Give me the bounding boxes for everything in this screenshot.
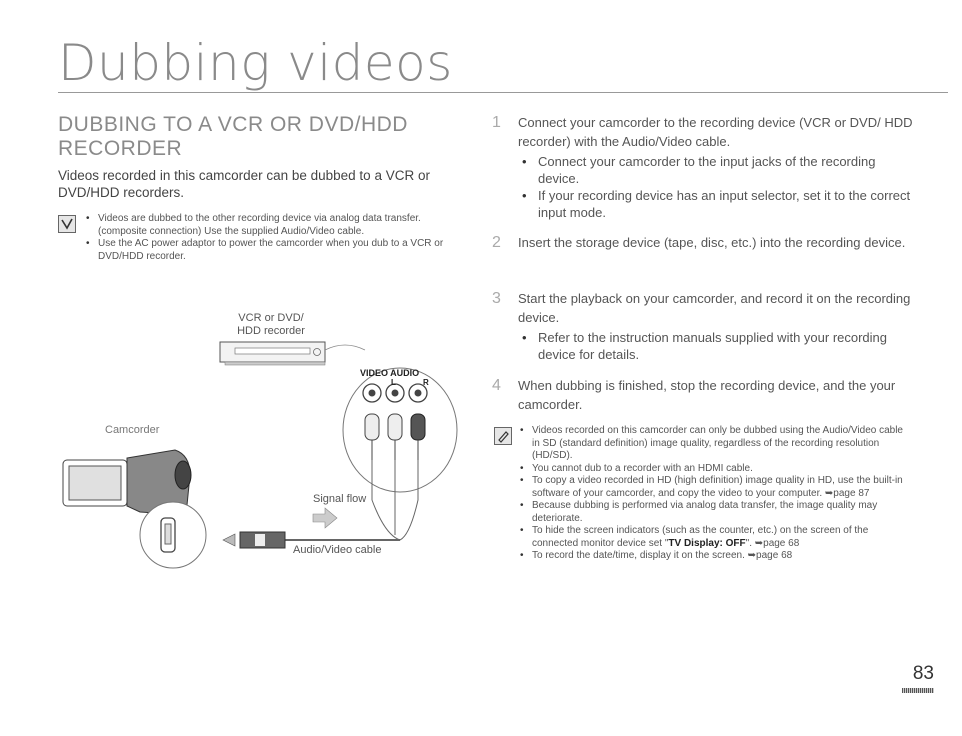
- step-bullet: • Refer to the instruction manuals supplied with your recording device for details.: [518, 329, 913, 363]
- step-number: 1: [492, 114, 501, 131]
- av-cable-plug-icon: [223, 532, 285, 548]
- step-number: 3: [492, 290, 501, 307]
- step-text: When dubbing is finished, stop the recording device, and the your camcorder.: [518, 378, 896, 412]
- note-item: [518, 525, 908, 550]
- note-item: • To record the date/time, display it on the screen. ➥page 68: [518, 550, 908, 563]
- page-number: 83: [912, 663, 934, 684]
- note-text: ". ➥page 68: [745, 537, 800, 549]
- page-title: Dubbing videos: [58, 34, 453, 92]
- signal-flow-label: Signal flow: [313, 493, 367, 505]
- title-divider: [58, 92, 948, 93]
- note-item: • Use the AC power adaptor to power the camcorder when you dub to a VCR or DVD/HDD recorder.: [84, 238, 468, 263]
- tv-display-setting: TV Display: OFF: [668, 537, 746, 549]
- step-number: 2: [492, 234, 501, 251]
- intro-text: Videos recorded in this camcorder can be dubbed to a VCR or DVD/HDD recorders.: [58, 168, 430, 200]
- note-item: • Videos recorded on this camcorder can only be dubbed using the Audio/Video cable in SD (standard definition) image quality, regardless of the recording resolution (HD/SD).: [518, 425, 908, 463]
- right-note-list: [518, 425, 908, 563]
- step-bullet: • If your recording device has an input selector, set it to the correct input mode.: [518, 187, 913, 221]
- recorder-label: VCR or DVD/ HDD recorder: [237, 312, 305, 337]
- jack-left-label: L: [391, 378, 396, 387]
- step-bullets: [518, 153, 913, 221]
- signal-flow-arrow-icon: [313, 508, 337, 528]
- section-heading: DUBBING TO A VCR OR DVD/HDD RECORDER: [58, 113, 408, 160]
- connection-illustration: [55, 300, 475, 580]
- step-1: [492, 113, 913, 221]
- note-pencil-icon: [494, 427, 512, 445]
- note-item: • Because dubbing is performed via analog data transfer, the image quality may deteriorate.: [518, 500, 908, 525]
- note-item: • Videos are dubbed to the other recording device via analog data transfer. (composite connection) Use the supplied Audio/Video cable.: [84, 213, 468, 238]
- step-3: [492, 289, 913, 363]
- note-item: • To copy a video recorded in HD (high definition) image quality in HD, use the built-in software of your camcorder, and copy the video to your computer. ➥page 87: [518, 475, 908, 500]
- step-4: [492, 376, 913, 414]
- step-text: Insert the storage device (tape, disc, etc.) into the recording device.: [518, 235, 906, 250]
- step-bullet: • Connect your camcorder to the input jacks of the recording device.: [518, 153, 913, 187]
- note-check-icon: [58, 215, 76, 233]
- step-2: [492, 233, 913, 252]
- jack-right-label: R: [423, 378, 429, 387]
- page-number-bar: [902, 688, 934, 693]
- left-note-list: [84, 213, 468, 263]
- note-text: To hide the screen indicators (such as the counter, etc.) on the screen of the connected monitor device set ": [532, 525, 869, 549]
- input-jacks-callout-icon: [343, 368, 457, 492]
- jack-label: VIDEO AUDIO: [360, 368, 420, 378]
- step-bullets: [518, 329, 913, 363]
- step-text: Connect your camcorder to the recording device (VCR or DVD/ HDD recorder) with the Audio/Video cable.: [518, 115, 913, 149]
- dubbing-diagram: [55, 300, 475, 580]
- step-text: Start the playback on your camcorder, and record it on the recording device.: [518, 291, 911, 325]
- camcorder-label: Camcorder: [105, 424, 160, 436]
- note-item: • You cannot dub to a recorder with an HDMI cable.: [518, 463, 908, 476]
- recorder-device-icon: [220, 342, 325, 365]
- camcorder-device-icon: [63, 450, 206, 568]
- cable-label: Audio/Video cable: [293, 544, 382, 556]
- step-number: 4: [492, 377, 501, 394]
